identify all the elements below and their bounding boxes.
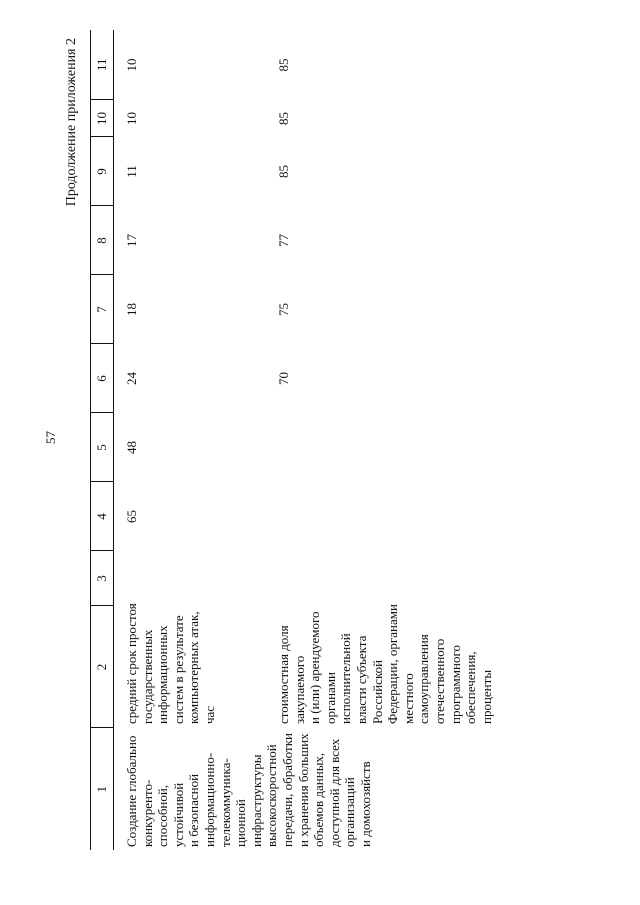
value-cell: 65 bbox=[124, 510, 139, 523]
value-cell bbox=[114, 551, 273, 606]
value-cell: 85 bbox=[276, 112, 291, 125]
indicator-line: проценты bbox=[478, 669, 494, 724]
indicator-line: самоуправления bbox=[416, 634, 432, 724]
goal-line: высокоскоростной bbox=[264, 744, 280, 847]
goal-line: Создание глобально bbox=[124, 735, 139, 847]
rotated-page bbox=[60, 30, 600, 850]
header-cell: 7 bbox=[91, 275, 114, 344]
header-cell: 2 bbox=[91, 606, 114, 728]
indicator-line: отечественного bbox=[431, 638, 447, 724]
indicator-line: час bbox=[201, 705, 217, 724]
indicator-line: Российской bbox=[369, 659, 385, 724]
goal-line: конкуренто- bbox=[139, 779, 155, 847]
goal-line: организаций bbox=[342, 777, 358, 847]
header-cell: 1 bbox=[91, 728, 114, 850]
goal-cell bbox=[114, 728, 495, 850]
goal-line: и безопасной bbox=[186, 773, 202, 847]
indicator-line: информационных bbox=[155, 625, 171, 724]
goal-line: доступной для всех bbox=[326, 738, 342, 847]
continuation-label: Продолжение приложения 2 bbox=[64, 38, 79, 207]
value-cell bbox=[272, 551, 494, 606]
indicator-line: компьютерных атак, bbox=[186, 611, 202, 724]
header-cell: 9 bbox=[91, 137, 114, 206]
header-cell: 8 bbox=[91, 206, 114, 275]
value-cell: 17 bbox=[124, 234, 139, 247]
header-cell: 6 bbox=[91, 344, 114, 413]
value-cell: 10 bbox=[124, 58, 139, 72]
value-cell: 85 bbox=[276, 165, 291, 178]
value-cell: 85 bbox=[276, 58, 291, 72]
value-cell bbox=[272, 413, 494, 482]
value-cell: 48 bbox=[124, 441, 139, 454]
indicator-line: программного bbox=[447, 645, 463, 724]
indicator-line: органами bbox=[322, 671, 338, 724]
goal-line: инфраструктуры bbox=[248, 754, 264, 847]
header-cell: 10 bbox=[91, 100, 114, 137]
value-cell: 18 bbox=[124, 303, 139, 316]
indicator-cell bbox=[114, 603, 273, 728]
header-cell: 4 bbox=[91, 482, 114, 551]
value-cell bbox=[272, 482, 494, 551]
value-cell: 77 bbox=[276, 234, 291, 247]
indicator-line: закупаемого bbox=[291, 655, 307, 724]
value-cell: 24 bbox=[124, 372, 139, 385]
header-cell: 5 bbox=[91, 413, 114, 482]
indicator-line: систем в результате bbox=[170, 615, 186, 724]
indicator-cell bbox=[272, 606, 494, 728]
indicator-line: исполнительной bbox=[338, 633, 354, 724]
indicator-line: местного bbox=[400, 673, 416, 724]
value-cell: 10 bbox=[124, 112, 139, 125]
indicator-line: обеспечения, bbox=[463, 651, 479, 724]
goal-line: информационно- bbox=[201, 752, 217, 847]
header-cell: 3 bbox=[91, 551, 114, 606]
page-number: 57 bbox=[43, 431, 58, 444]
goal-line: передачи, обработки bbox=[279, 733, 295, 847]
indicator-line: Федерации, органами bbox=[385, 604, 401, 724]
indicator-line: власти субъекта bbox=[353, 635, 369, 724]
value-cell: 75 bbox=[276, 303, 291, 316]
goal-line: способной, bbox=[155, 784, 171, 847]
value-cell: 70 bbox=[276, 372, 291, 385]
goal-line: объемов данных, bbox=[311, 752, 327, 847]
goal-line: и домохозяйств bbox=[357, 761, 373, 847]
table-row bbox=[272, 30, 494, 850]
goal-line: устойчивой bbox=[170, 782, 186, 847]
indicator-line: стоимостная доля bbox=[276, 625, 291, 724]
goal-line: телекоммуника- bbox=[217, 758, 233, 847]
indicator-line: государственных bbox=[139, 629, 155, 724]
header-cell: 11 bbox=[91, 30, 114, 100]
goal-line: и хранения больших bbox=[295, 733, 311, 847]
indicator-line: и (или) арендуемого bbox=[307, 611, 323, 724]
indicator-line: средний срок простоя bbox=[124, 603, 139, 724]
value-cell: 11 bbox=[124, 165, 139, 178]
header-row bbox=[91, 30, 114, 850]
indicators-table bbox=[90, 30, 494, 850]
table-row bbox=[114, 30, 273, 850]
goal-line: ционной bbox=[233, 799, 249, 847]
